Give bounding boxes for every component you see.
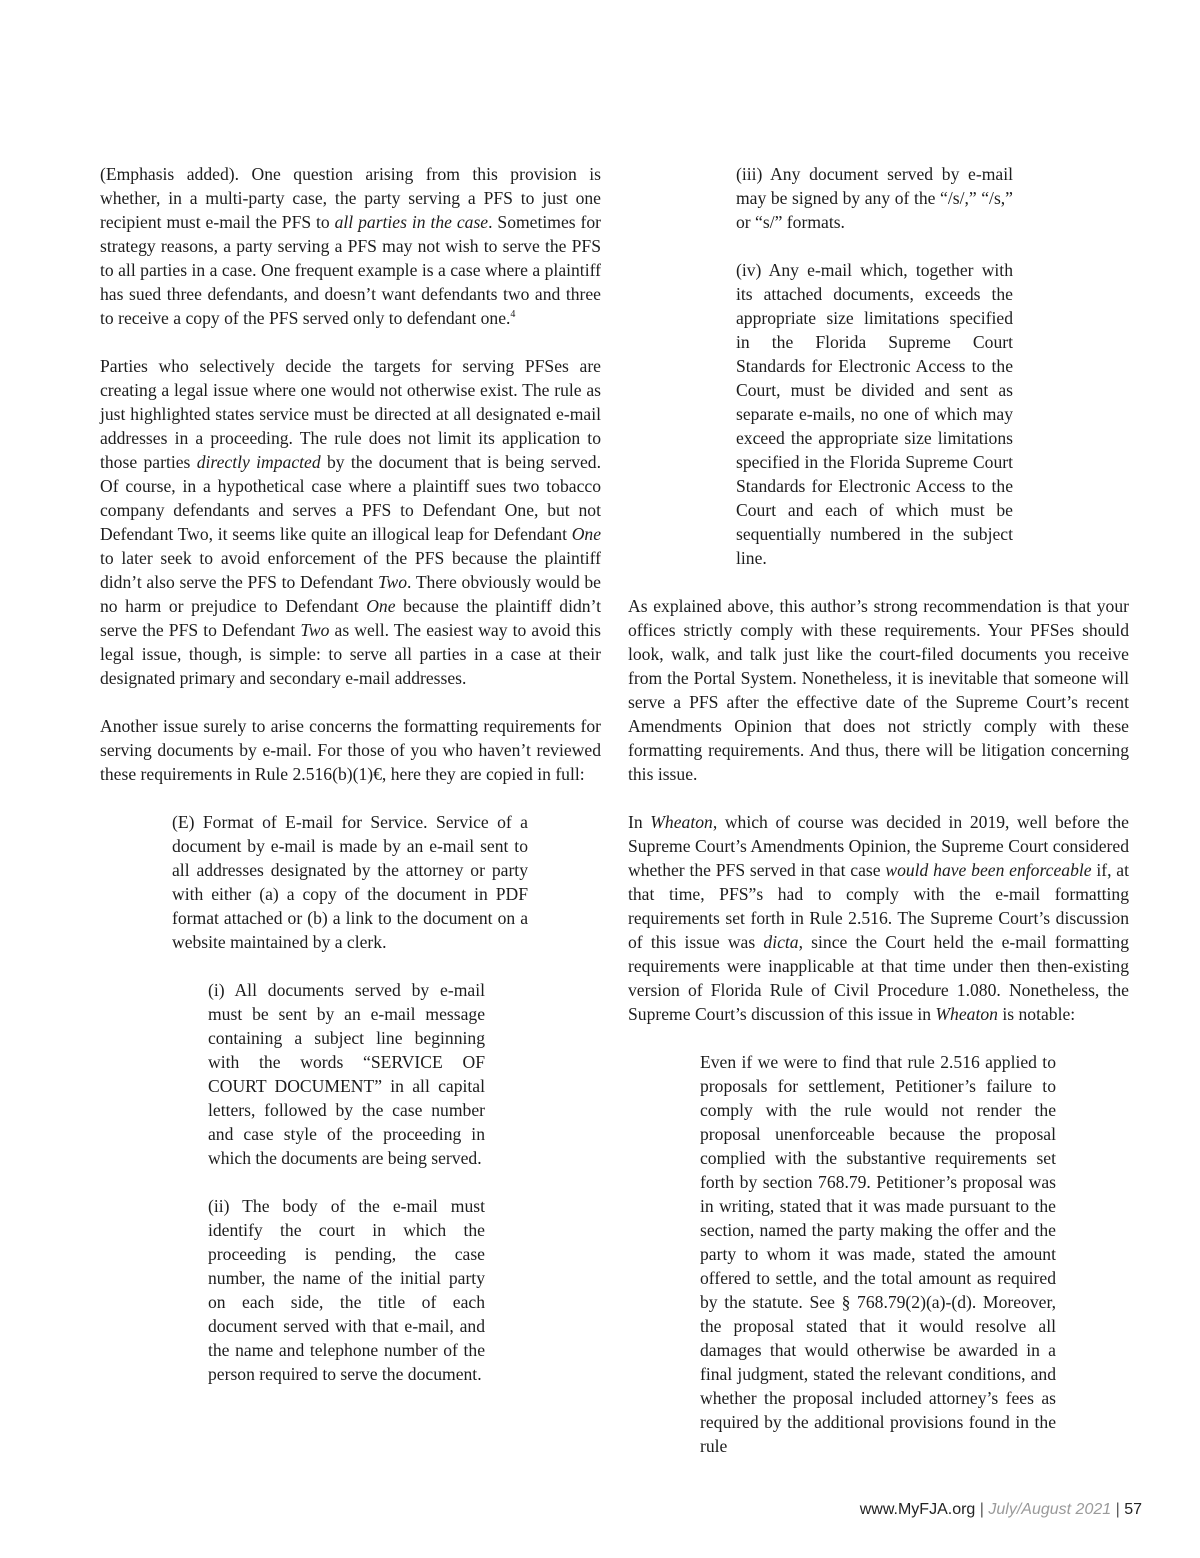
footer-separator: |: [1115, 1501, 1120, 1518]
footer-separator: |: [979, 1501, 984, 1518]
paragraph-wheaton: In Wheaton, which of course was decided in 2019, well before the Supreme Court’s Amendments Opinion, the Supreme Court considered whether the PFS served in that case would have been enforceable if, at that time, PFS”s had to comply with the e-mail formatting requirements set forth in Rule 2.516. The Supreme Court’s discussion of this issue was dicta, since the Court held the e-mail formatting requirements were inapplicable at that time under then then-existing version of Florida Rule of Civil Procedure 1.080. Nonetheless, the Supreme Court’s discussion of this issue in Wheaton is notable:: [628, 812, 1130, 1024]
paragraph-emphasis-added: (Emphasis added). One question arising from this provision is whether, in a multi-party case, the party serving a PFS to just one recipient must e-mail the PFS to all parties in the case. Sometimes for strategy reasons, a party serving a PFS may not wish to serve the PFS to all parties in a case. One frequent example is a case where a plaintiff has sued three defendants, and doesn’t want defendants two and three to receive a copy of the PFS served only to defendant one.$^4$: [100, 164, 602, 328]
paragraph-formatting-requirements: Another issue surely to arise concerns the formatting requirements for serving documents by e-mail. For those of you who haven’t reviewed these requirements in Rule 2.516(b)(1)€, here they are copied in full:: [100, 716, 601, 784]
right-column: [628, 162, 1129, 1458]
footer-issue-date: July/August 2021: [988, 1501, 1112, 1518]
paragraph-selective-service: Parties who selectively decide the targets for serving PFSes are creating a legal issue where one would not otherwise exist. The rule as just highlighted states service must be directed at all designated e-mail addresses in a proceeding. The rule does not limit its application to those parties directly impacted by the document that is being served. Of course, in a hypothetical case where a plaintiff sues two tobacco company defendants and serves a PFS to Defendant One, but not Defendant Two, it seems like quite an illogical leap for Defendant One to later seek to avoid enforcement of the PFS because the plaintiff didn’t also serve the PFS to Defendant Two. There obviously would be no harm or prejudice to Defendant One because the plaintiff didn’t serve the PFS to Defendant Two as well. The easiest way to avoid this legal issue, though, is simple: to serve all parties in a case at their designated primary and secondary e-mail addresses.: [100, 356, 602, 688]
page-number: 57: [1124, 1501, 1142, 1518]
footer-website-link[interactable]: www.MyFJA.org: [859, 1501, 976, 1518]
block-quote-format-of-email: (E) Format of E-mail for Service. Service of a document by e-mail is made by an e-mail sent to all addresses designated by the attorney or party with either (a) a copy of the document in PDF format attached or (b) a link to the document on a website maintained by a clerk.: [172, 812, 528, 952]
page-footer: [860, 1501, 1142, 1519]
block-quote-item-iv: (iv) Any e-mail which, together with its attached documents, exceeds the appropriate size limitations specified in the Florida Supreme Court Standards for Electronic Access to the Court, must be divided and sent as separate e-mails, no one of which may exceed the appropriate size limitations specified in the Florida Supreme Court Standards for Electronic Access to the Court and each of which must be sequentially numbered in the subject line.: [736, 260, 1013, 568]
footnote-marker[interactable]: 4: [510, 309, 516, 321]
block-quote-item-ii: (ii) The body of the e-mail must identify the court in which the proceeding is pending, the case number, the name of the initial party on each side, the title of each document served with that e-mail, and the name and telephone number of the person required to serve the document.: [208, 1196, 485, 1384]
block-quote-item-iii: (iii) Any document served by e-mail may be signed by any of the “/s/,” “/s,” or “s/” formats.: [736, 164, 1013, 232]
left-column: [100, 162, 601, 1386]
block-quote-item-i: (i) All documents served by e-mail must be sent by an e-mail message containing a subject line beginning with the words “SERVICE OF COURT DOCUMENT” in all capital letters, followed by the case number and case style of the proceeding in which the documents are being served.: [208, 980, 485, 1168]
block-quote-wheaton: Even if we were to find that rule 2.516 applied to proposals for settlement, Petitioner’s failure to comply with the rule would not render the proposal unenforceable because the proposal complied with the substantive requirements set forth by section 768.79. Petitioner’s proposal was in writing, stated that it was made pursuant to the section, named the party making the offer and the party to whom it was made, stated the amount offered to settle, and the total amount as required by the statute. See § 768.79(2)(a)-(d). Moreover, the proposal stated that it would resolve all damages that would otherwise be awarded in a final judgment, stated the relevant conditions, and whether the proposal included attorney’s fees as required by the additional provisions found in the rule: [700, 1052, 1056, 1456]
paragraph-recommendation: As explained above, this author’s strong recommendation is that your offices strictly comply with these requirements. Your PFSes should look, walk, and talk just like the court-filed documents you receive from the Portal System. Nonetheless, it is inevitable that someone will serve a PFS after the effective date of the Supreme Court’s recent Amendments Opinion that does not strictly comply with these formatting requirements. And thus, there will be litigation concerning this issue.: [628, 596, 1129, 784]
